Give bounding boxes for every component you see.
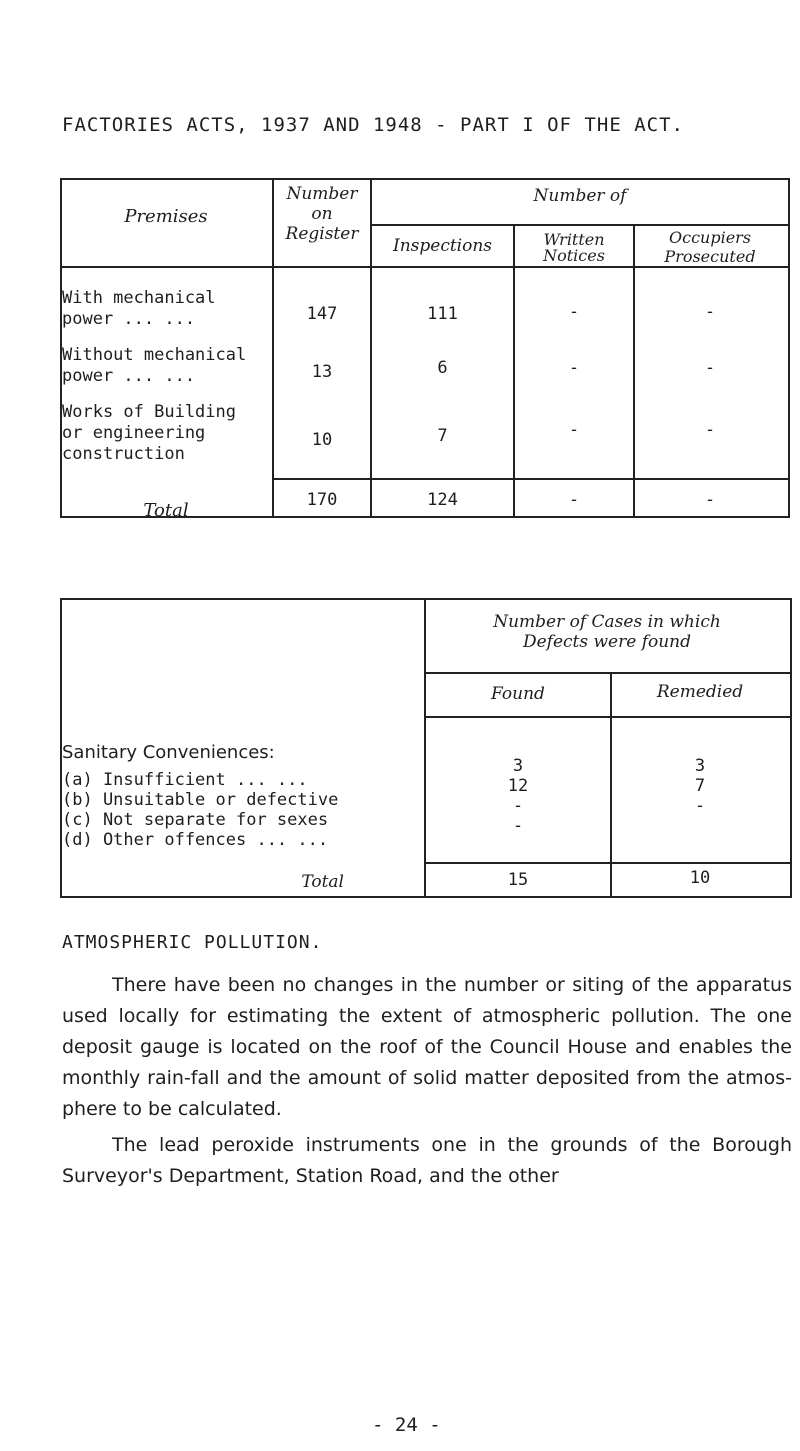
row-label-mechanical: With mechanical power ... ... [62, 288, 216, 329]
cell-inspections: 111 [427, 304, 458, 324]
total-inspections: 124 [427, 490, 458, 510]
col-found: Found [491, 684, 545, 704]
cell-notices: - [568, 358, 580, 378]
defects-total-remedied: 10 [689, 868, 711, 888]
cell-prosecuted: - [704, 302, 716, 322]
defects-total-label: Total [301, 872, 344, 892]
cell-prosecuted: - [704, 420, 716, 440]
col-remedied: Remedied [656, 682, 744, 702]
col-premises: Premises [124, 206, 208, 227]
row-label-building-works: Works of Building or engineering construction [62, 402, 236, 464]
premises-table [60, 178, 790, 521]
cell-register: 10 [311, 430, 333, 450]
cell-register: 147 [306, 304, 338, 324]
remedied-values: 3 7 - [694, 756, 706, 816]
col-written-notices: Written Notices [543, 230, 605, 265]
total-prosecuted: - [704, 490, 716, 510]
cell-prosecuted: - [704, 358, 716, 378]
cell-inspections: 7 [437, 426, 448, 446]
paragraph-1: There have been no changes in the number or siting of the apparatus used locally for estimating the extent of atmospheric pollution. The one deposit gauge is located on the roof of the Council House and enables the monthly rain-fall and the amount of solid matter deposited from the atmos-phere to be calculated. [62, 974, 792, 1120]
paragraph-2: The lead peroxide instruments one in the grounds of the Borough Surveyor's Department, Station Road, and the other [62, 1134, 792, 1187]
col-inspections: Inspections [392, 236, 493, 256]
page-number: - 24 - [372, 1414, 441, 1436]
defects-header: Number of Cases in which Defects were found [493, 612, 721, 652]
col-occupiers-prosecuted: Occupiers Prosecuted [664, 228, 756, 266]
cell-inspections: 6 [437, 358, 448, 378]
atmospheric-pollution-title: ATMOSPHERIC POLLUTION. [62, 932, 323, 953]
defects-row-labels: (a) Insufficient ... ... (b) Unsuitable or defective (c) Not separate for sexes (d) Other offences ... ... [62, 770, 339, 850]
total-notices: - [568, 490, 580, 510]
page-heading: FACTORIES ACTS, 1937 AND 1948 - PART I OF THE ACT. [62, 114, 684, 136]
cell-notices: - [568, 302, 580, 322]
cell-register: 13 [311, 362, 333, 382]
row-label-without-mechanical: Without mechanical power ... ... [62, 345, 247, 386]
col-number-on-register: Number on Register [285, 184, 359, 244]
found-values: 3 12 - - [507, 756, 529, 836]
defects-table [60, 598, 790, 898]
total-label: Total [143, 500, 189, 521]
col-number-of: Number of [533, 186, 627, 206]
defects-total-found: 15 [507, 870, 529, 890]
section-label: Sanitary Conveniences: [62, 742, 275, 763]
cell-notices: - [568, 420, 580, 440]
total-register: 170 [306, 490, 338, 510]
